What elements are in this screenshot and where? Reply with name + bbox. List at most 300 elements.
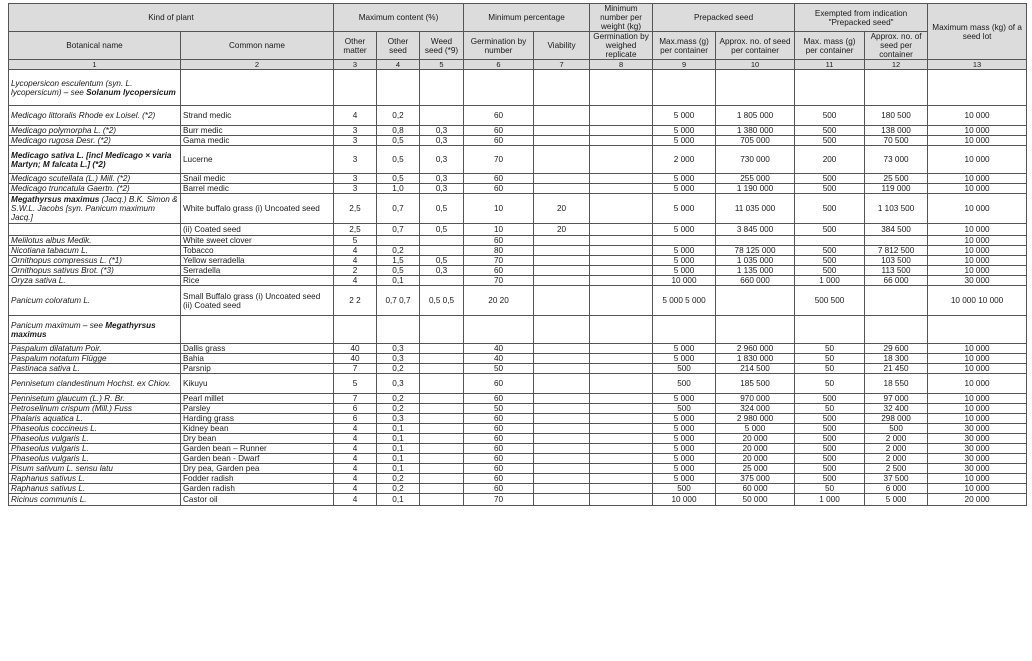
botanical-name-bold: Medicago sativa L. [incl Medicago × varia Martyn; M falcata L.] (*2)	[11, 150, 172, 169]
botanical-name-cell	[9, 474, 181, 484]
botanical-name-cell	[9, 464, 181, 474]
viability-cell	[534, 444, 590, 454]
other-seed-cell: 0,2	[377, 474, 420, 484]
weed-seed-cell	[420, 444, 464, 454]
exempt-max-mass-cell: 500	[795, 174, 865, 184]
exempt-approx-seed-cell: 103 500	[865, 256, 928, 266]
max-lot-mass-cell: 10 000	[928, 136, 1027, 146]
max-mass-container-cell: 5 000	[653, 454, 716, 464]
botanical-name-cell	[9, 316, 181, 344]
viability-cell	[534, 464, 590, 474]
botanical-name: Ornithopus sativus Brot. (*3)	[11, 266, 114, 275]
max-mass-container-cell: 5 000	[653, 474, 716, 484]
exempt-max-mass-cell: 50	[795, 344, 865, 354]
other-matter-cell: 3	[334, 184, 377, 194]
botanical-name: Pennisetum clandestinum Hochst. ex Chiov.	[11, 379, 171, 388]
other-seed-cell: 0,3	[377, 344, 420, 354]
col-weed-seed: Weed seed (*9)	[420, 32, 464, 60]
exempt-max-mass-cell: 500	[795, 444, 865, 454]
botanical-name-cell	[9, 184, 181, 194]
other-matter-cell: 4	[334, 434, 377, 444]
other-seed-cell: 0,3	[377, 374, 420, 394]
other-seed-cell: 0,5	[377, 174, 420, 184]
botanical-name-cell	[9, 344, 181, 354]
other-matter-cell: 2 2	[334, 286, 377, 316]
exempt-max-mass-cell: 50	[795, 354, 865, 364]
other-seed-cell: 1,0	[377, 184, 420, 194]
exempt-approx-seed-cell	[865, 316, 928, 344]
max-lot-mass-cell: 10 000	[928, 414, 1027, 424]
other-seed-cell: 0,1	[377, 494, 420, 506]
other-matter-cell: 4	[334, 494, 377, 506]
header-maximum-content: Maximum content (%)	[334, 4, 464, 32]
approx-seed-container-cell: 255 000	[716, 174, 795, 184]
table-row	[9, 364, 1027, 374]
exempt-approx-seed-cell: 2 500	[865, 464, 928, 474]
common-name-cell	[181, 316, 334, 344]
col-exempt-max-mass: Max. mass (g) per container	[795, 32, 865, 60]
table-row	[9, 276, 1027, 286]
exempt-approx-seed-cell: 37 500	[865, 474, 928, 484]
botanical-name-cell	[9, 494, 181, 506]
weed-seed-cell: 0,3	[420, 146, 464, 174]
table-row	[9, 494, 1027, 506]
other-seed-cell: 0,1	[377, 454, 420, 464]
max-lot-mass-cell: 10 000	[928, 224, 1027, 236]
germination-weighed-cell	[590, 256, 653, 266]
header-prepacked-seed: Prepacked seed	[653, 4, 795, 32]
max-lot-mass-cell: 10 000	[928, 266, 1027, 276]
exempt-max-mass-cell: 500	[795, 246, 865, 256]
col-number: 10	[716, 60, 795, 70]
exempt-approx-seed-cell: 73 000	[865, 146, 928, 174]
approx-seed-container-cell: 2 980 000	[716, 414, 795, 424]
approx-seed-container-cell	[716, 316, 795, 344]
germination-weighed-cell	[590, 236, 653, 246]
germination-weighed-cell	[590, 454, 653, 464]
viability-cell	[534, 316, 590, 344]
germination-number-cell: 60	[464, 464, 534, 474]
common-name-cell: Dry pea, Garden pea	[181, 464, 334, 474]
common-name-cell: White sweet clover	[181, 236, 334, 246]
other-seed-cell: 0,7 0,7	[377, 286, 420, 316]
exempt-approx-seed-cell: 1 103 500	[865, 194, 928, 224]
viability-cell	[534, 174, 590, 184]
exempt-approx-seed-cell: 21 450	[865, 364, 928, 374]
max-mass-container-cell	[653, 70, 716, 106]
common-name-cell: Tobacco	[181, 246, 334, 256]
common-name-cell: (ii) Coated seed	[181, 224, 334, 236]
weed-seed-cell	[420, 464, 464, 474]
col-other-seed: Other seed	[377, 32, 420, 60]
viability-cell	[534, 266, 590, 276]
exempt-approx-seed-cell: 18 300	[865, 354, 928, 364]
table-row	[9, 394, 1027, 404]
exempt-approx-seed-cell: 384 500	[865, 224, 928, 236]
approx-seed-container-cell: 25 000	[716, 464, 795, 474]
weed-seed-cell: 0,3	[420, 184, 464, 194]
other-seed-cell: 0,8	[377, 126, 420, 136]
col-number: 5	[420, 60, 464, 70]
botanical-name-cell	[9, 444, 181, 454]
viability-cell	[534, 276, 590, 286]
table-row	[9, 146, 1027, 174]
exempt-max-mass-cell: 500	[795, 136, 865, 146]
botanical-name: Melilotus albus Medik.	[11, 236, 92, 245]
botanical-name: Medicago littoralis Rhode ex Loisel. (*2)	[11, 111, 156, 120]
table-row	[9, 194, 1027, 224]
germination-weighed-cell	[590, 126, 653, 136]
max-mass-container-cell: 5 000	[653, 184, 716, 194]
viability-cell	[534, 344, 590, 354]
germination-weighed-cell	[590, 464, 653, 474]
other-matter-cell: 4	[334, 454, 377, 464]
max-mass-container-cell: 5 000	[653, 344, 716, 354]
max-lot-mass-cell: 10 000	[928, 374, 1027, 394]
max-lot-mass-cell	[928, 316, 1027, 344]
table-row	[9, 256, 1027, 266]
weed-seed-cell: 0,5	[420, 224, 464, 236]
other-matter-cell: 4	[334, 276, 377, 286]
approx-seed-container-cell: 1 190 000	[716, 184, 795, 194]
table-row	[9, 246, 1027, 256]
col-exempt-approx-seed: Approx. no. of seed per container	[865, 32, 928, 60]
max-lot-mass-cell: 10 000	[928, 344, 1027, 354]
exempt-max-mass-cell: 1 000	[795, 494, 865, 506]
table-row	[9, 316, 1027, 344]
weed-seed-cell: 0,3	[420, 136, 464, 146]
document-page	[8, 3, 1026, 506]
weed-seed-cell: 0,5 0,5	[420, 286, 464, 316]
col-number: 11	[795, 60, 865, 70]
approx-seed-container-cell: 730 000	[716, 146, 795, 174]
max-lot-mass-cell: 20 000	[928, 494, 1027, 506]
botanical-name: Phaseolus coccineus L.	[11, 424, 98, 433]
column-number-row	[9, 60, 1027, 70]
approx-seed-container-cell: 5 000	[716, 424, 795, 434]
common-name-cell: Kikuyu	[181, 374, 334, 394]
weed-seed-cell: 0,3	[420, 174, 464, 184]
exempt-max-mass-cell: 500	[795, 414, 865, 424]
germination-weighed-cell	[590, 344, 653, 354]
germination-weighed-cell	[590, 136, 653, 146]
germination-number-cell: 60	[464, 434, 534, 444]
germination-number-cell: 60	[464, 236, 534, 246]
common-name-cell: Parsley	[181, 404, 334, 414]
botanical-name: Pastinaca sativa L.	[11, 364, 80, 373]
other-seed-cell: 0,2	[377, 364, 420, 374]
col-number: 8	[590, 60, 653, 70]
max-lot-mass-cell: 10 000	[928, 474, 1027, 484]
col-germination-weighed: Germination by weighed replicate	[590, 32, 653, 60]
common-name-cell: Parsnip	[181, 364, 334, 374]
table-row	[9, 484, 1027, 494]
col-other-matter: Other matter	[334, 32, 377, 60]
max-mass-container-cell	[653, 316, 716, 344]
botanical-name-cell	[9, 194, 181, 224]
germination-number-cell: 40	[464, 354, 534, 364]
other-seed-cell: 0,3	[377, 414, 420, 424]
exempt-max-mass-cell: 500	[795, 474, 865, 484]
table-row	[9, 454, 1027, 464]
other-matter-cell: 2	[334, 266, 377, 276]
other-matter-cell: 40	[334, 354, 377, 364]
common-name-cell: Kidney bean	[181, 424, 334, 434]
col-number: 3	[334, 60, 377, 70]
botanical-name-cell	[9, 414, 181, 424]
germination-weighed-cell	[590, 184, 653, 194]
germination-weighed-cell	[590, 404, 653, 414]
weed-seed-cell	[420, 236, 464, 246]
max-lot-mass-cell: 10 000	[928, 194, 1027, 224]
header-exempted: Exempted from indication "Prepacked seed"	[795, 4, 928, 32]
germination-number-cell: 60	[464, 266, 534, 276]
weed-seed-cell	[420, 316, 464, 344]
max-mass-container-cell: 500	[653, 364, 716, 374]
weed-seed-cell: 0,3	[420, 266, 464, 276]
germination-weighed-cell	[590, 484, 653, 494]
weed-seed-cell	[420, 344, 464, 354]
germination-weighed-cell	[590, 374, 653, 394]
botanical-name-cell	[9, 256, 181, 266]
germination-number-cell: 60	[464, 136, 534, 146]
max-mass-container-cell: 500	[653, 374, 716, 394]
max-mass-container-cell: 5 000 5 000	[653, 286, 716, 316]
germination-weighed-cell	[590, 106, 653, 126]
germination-weighed-cell	[590, 246, 653, 256]
table-row	[9, 224, 1027, 236]
other-matter-cell: 4	[334, 256, 377, 266]
other-matter-cell: 3	[334, 136, 377, 146]
max-mass-container-cell: 5 000	[653, 106, 716, 126]
max-mass-container-cell: 5 000	[653, 224, 716, 236]
max-lot-mass-cell: 10 000	[928, 354, 1027, 364]
viability-cell	[534, 434, 590, 444]
viability-cell	[534, 364, 590, 374]
common-name-cell: Garden bean – Runner	[181, 444, 334, 454]
weed-seed-cell	[420, 434, 464, 444]
max-mass-container-cell: 500	[653, 404, 716, 414]
weed-seed-cell	[420, 484, 464, 494]
common-name-cell: Small Buffalo grass (i) Uncoated seed (ii) Coated seed	[181, 286, 334, 316]
common-name-cell: White buffalo grass (i) Uncoated seed	[181, 194, 334, 224]
botanical-name: Medicago rugosa Desr. (*2)	[11, 136, 111, 145]
exempt-approx-seed-cell: 18 550	[865, 374, 928, 394]
other-matter-cell: 7	[334, 364, 377, 374]
max-mass-container-cell: 2 000	[653, 146, 716, 174]
approx-seed-container-cell	[716, 286, 795, 316]
other-seed-cell: 0,1	[377, 434, 420, 444]
germination-number-cell: 50	[464, 364, 534, 374]
weed-seed-cell	[420, 494, 464, 506]
germination-weighed-cell	[590, 316, 653, 344]
viability-cell	[534, 184, 590, 194]
max-lot-mass-cell: 10 000	[928, 404, 1027, 414]
other-seed-cell: 0,2	[377, 404, 420, 414]
botanical-name: Raphanus sativus L.	[11, 474, 86, 483]
botanical-name: Pennisetum glaucum (L.) R. Br.	[11, 394, 125, 403]
germination-number-cell: 60	[464, 444, 534, 454]
approx-seed-container-cell	[716, 70, 795, 106]
other-matter-cell: 3	[334, 126, 377, 136]
approx-seed-container-cell: 1 135 000	[716, 266, 795, 276]
weed-seed-cell	[420, 276, 464, 286]
other-matter-cell: 4	[334, 474, 377, 484]
table-row	[9, 404, 1027, 414]
table-row	[9, 174, 1027, 184]
exempt-approx-seed-cell: 2 000	[865, 444, 928, 454]
approx-seed-container-cell: 1 035 000	[716, 256, 795, 266]
weed-seed-cell	[420, 246, 464, 256]
exempt-max-mass-cell: 50	[795, 374, 865, 394]
max-lot-mass-cell: 10 000	[928, 174, 1027, 184]
common-name-cell: Harding grass	[181, 414, 334, 424]
max-mass-container-cell: 5 000	[653, 434, 716, 444]
other-matter-cell: 7	[334, 394, 377, 404]
germination-weighed-cell	[590, 266, 653, 276]
approx-seed-container-cell: 20 000	[716, 434, 795, 444]
other-matter-cell: 4	[334, 106, 377, 126]
botanical-name-bold: Solanum lycopersicum	[86, 87, 176, 97]
common-name-cell: Garden bean - Dwarf	[181, 454, 334, 464]
viability-cell	[534, 484, 590, 494]
common-name-cell: Castor oil	[181, 494, 334, 506]
germination-number-cell	[464, 70, 534, 106]
max-lot-mass-cell: 10 000	[928, 394, 1027, 404]
botanical-name-cell	[9, 136, 181, 146]
viability-cell	[534, 70, 590, 106]
max-lot-mass-cell: 30 000	[928, 454, 1027, 464]
other-matter-cell: 3	[334, 146, 377, 174]
table-row	[9, 344, 1027, 354]
weed-seed-cell	[420, 106, 464, 126]
other-seed-cell: 0,2	[377, 106, 420, 126]
max-mass-container-cell: 5 000	[653, 394, 716, 404]
approx-seed-container-cell: 214 500	[716, 364, 795, 374]
botanical-name: Medicago scutellata (L.) Mill. (*2)	[11, 174, 131, 183]
germination-weighed-cell	[590, 70, 653, 106]
germination-weighed-cell	[590, 424, 653, 434]
common-name-cell: Bahia	[181, 354, 334, 364]
viability-cell	[534, 374, 590, 394]
other-matter-cell: 4	[334, 246, 377, 256]
approx-seed-container-cell: 50 000	[716, 494, 795, 506]
germination-number-cell: 60	[464, 474, 534, 484]
exempt-max-mass-cell: 500	[795, 224, 865, 236]
germination-number-cell: 60	[464, 454, 534, 464]
table-row	[9, 70, 1027, 106]
header-minimum-number: Minimum number per weight (kg)	[590, 4, 653, 32]
germination-number-cell: 60	[464, 126, 534, 136]
germination-number-cell: 60	[464, 174, 534, 184]
col-viability: Viability	[534, 32, 590, 60]
botanical-name-cell	[9, 484, 181, 494]
germination-number-cell: 20 20	[464, 286, 534, 316]
viability-cell	[534, 454, 590, 464]
germination-weighed-cell	[590, 146, 653, 174]
exempt-max-mass-cell: 200	[795, 146, 865, 174]
approx-seed-container-cell: 375 000	[716, 474, 795, 484]
table-row	[9, 286, 1027, 316]
botanical-name: Phaseolus vulgaris L.	[11, 434, 89, 443]
viability-cell	[534, 246, 590, 256]
botanical-name: Panicum coloratum L.	[11, 296, 91, 305]
viability-cell	[534, 414, 590, 424]
germination-weighed-cell	[590, 286, 653, 316]
max-lot-mass-cell: 10 000	[928, 484, 1027, 494]
other-matter-cell: 3	[334, 174, 377, 184]
exempt-max-mass-cell	[795, 70, 865, 106]
botanical-name-cell	[9, 70, 181, 106]
exempt-approx-seed-cell: 29 600	[865, 344, 928, 354]
botanical-name-cell	[9, 394, 181, 404]
table-row	[9, 424, 1027, 434]
weed-seed-cell	[420, 454, 464, 464]
approx-seed-container-cell: 705 000	[716, 136, 795, 146]
germination-number-cell: 60	[464, 106, 534, 126]
common-name-cell: Fodder radish	[181, 474, 334, 484]
botanical-name: Raphanus sativus L.	[11, 484, 86, 493]
exempt-max-mass-cell: 50	[795, 404, 865, 414]
weed-seed-cell	[420, 364, 464, 374]
germination-number-cell: 50	[464, 404, 534, 414]
botanical-name-cell	[9, 424, 181, 434]
max-mass-container-cell: 5 000	[653, 424, 716, 434]
germination-number-cell: 60	[464, 484, 534, 494]
weed-seed-cell	[420, 414, 464, 424]
germination-number-cell: 10	[464, 224, 534, 236]
exempt-approx-seed-cell	[865, 70, 928, 106]
max-lot-mass-cell: 10 000	[928, 146, 1027, 174]
exempt-approx-seed-cell: 6 000	[865, 484, 928, 494]
max-mass-container-cell: 5 000	[653, 266, 716, 276]
common-name-cell: Burr medic	[181, 126, 334, 136]
approx-seed-container-cell: 11 035 000	[716, 194, 795, 224]
botanical-name-cell	[9, 354, 181, 364]
max-mass-container-cell: 5 000	[653, 354, 716, 364]
botanical-name-cell	[9, 174, 181, 184]
other-matter-cell: 6	[334, 414, 377, 424]
col-number: 9	[653, 60, 716, 70]
table-row	[9, 266, 1027, 276]
exempt-approx-seed-cell: 2 000	[865, 434, 928, 444]
approx-seed-container-cell: 1 830 000	[716, 354, 795, 364]
max-mass-container-cell: 500	[653, 484, 716, 494]
common-name-cell: Snail medic	[181, 174, 334, 184]
botanical-name-cell	[9, 146, 181, 174]
botanical-name-cell	[9, 106, 181, 126]
other-matter-cell	[334, 316, 377, 344]
exempt-max-mass-cell: 500 500	[795, 286, 865, 316]
botanical-name-cell	[9, 364, 181, 374]
botanical-name-cell	[9, 374, 181, 394]
other-matter-cell: 4	[334, 444, 377, 454]
exempt-approx-seed-cell	[865, 236, 928, 246]
botanical-name: Lycopersicon esculentum (syn. L. lycopersicum) – see	[11, 78, 133, 97]
approx-seed-container-cell: 20 000	[716, 444, 795, 454]
other-seed-cell: 0,1	[377, 424, 420, 434]
other-matter-cell: 5	[334, 374, 377, 394]
max-mass-container-cell: 5 000	[653, 174, 716, 184]
max-lot-mass-cell: 10 000	[928, 184, 1027, 194]
approx-seed-container-cell: 78 125 000	[716, 246, 795, 256]
weed-seed-cell: 0,3	[420, 126, 464, 136]
common-name-cell: Gama medic	[181, 136, 334, 146]
other-seed-cell: 0,2	[377, 394, 420, 404]
other-seed-cell: 0,2	[377, 484, 420, 494]
max-lot-mass-cell: 10 000	[928, 364, 1027, 374]
botanical-name-cell	[9, 404, 181, 414]
